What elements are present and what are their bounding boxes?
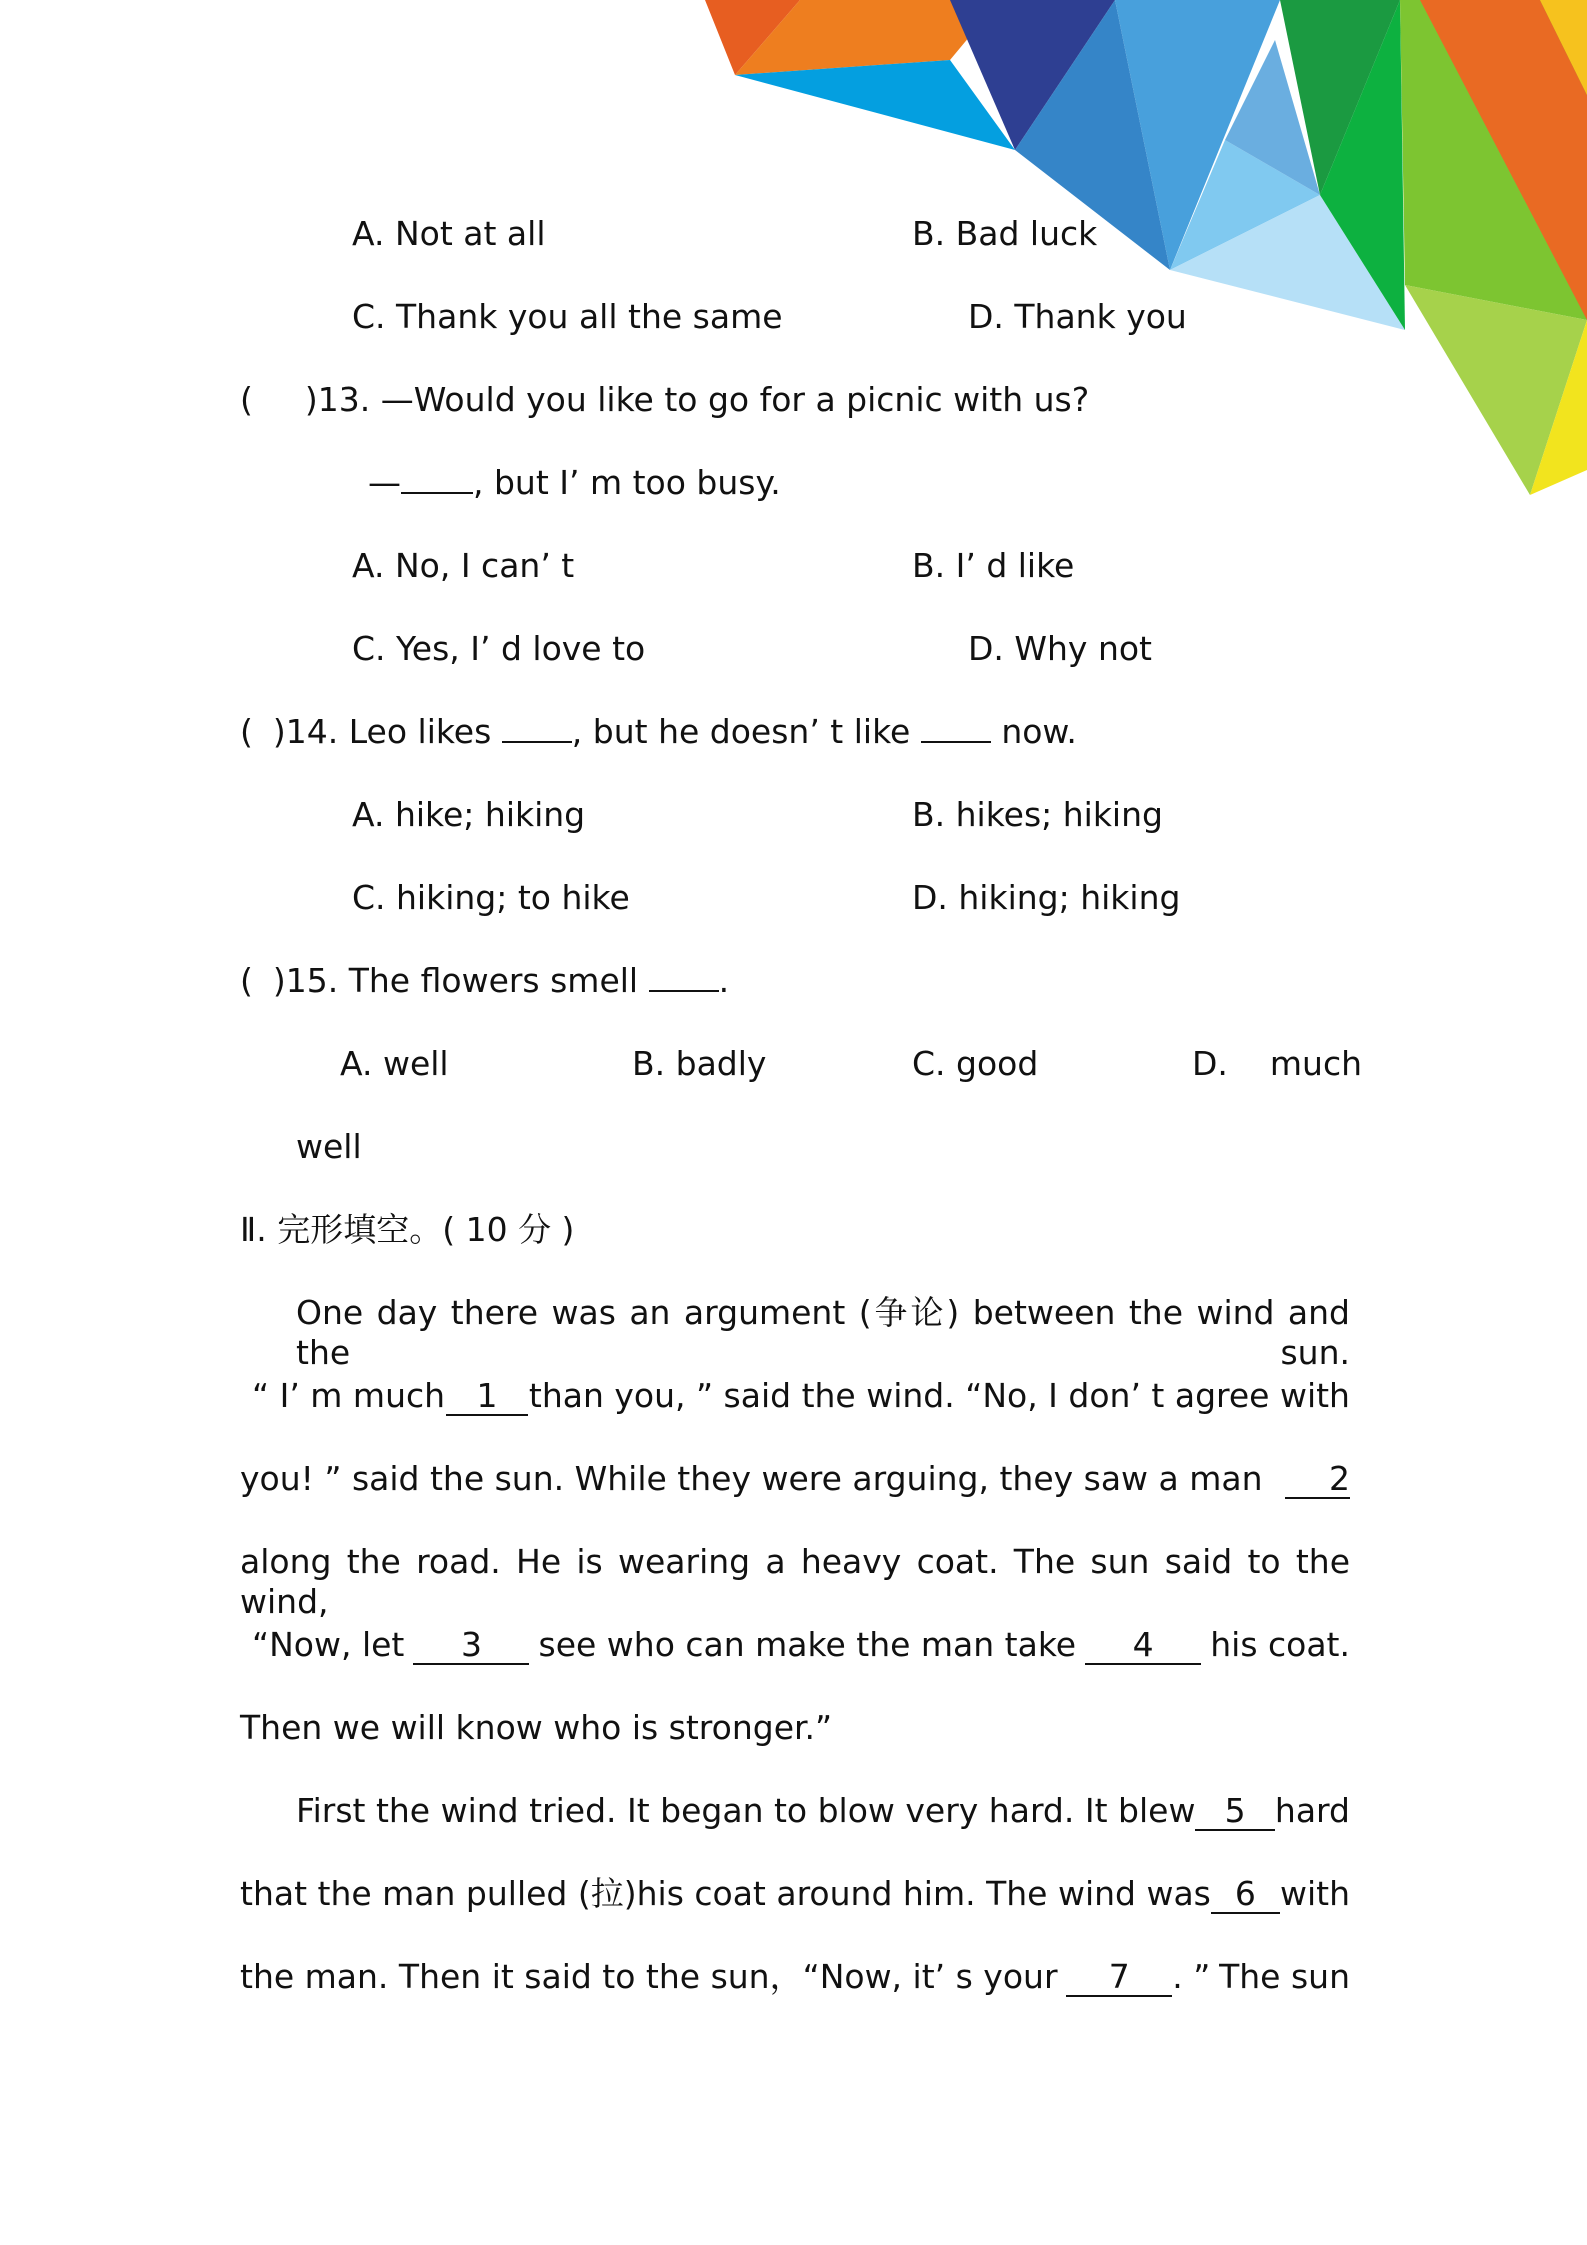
q13-question [240, 380, 1089, 420]
q15-option-d-continued: well [296, 1127, 362, 1166]
passage-line: you! ” said the sun. While they were arguing, they saw a man 2 [240, 1459, 1350, 1498]
answer-blank [649, 990, 719, 992]
q12-option-a: A. Not at all [352, 214, 546, 253]
answer-blank [921, 741, 991, 743]
cloze-blank-6: 6 [1211, 1876, 1280, 1914]
answer-paren: ( [240, 380, 253, 419]
q12-option-d: D. Thank you [968, 297, 1187, 336]
q12-option-c: C. Thank you all the same [352, 297, 783, 336]
q15-question: ( )15. The flowers smell . [240, 961, 730, 1000]
question-text: —Would you like to go for a picnic with us? [380, 380, 1090, 419]
answer-blank [401, 492, 473, 494]
passage-line: One day there was an argument (争论) between the wind and the sun. [296, 1293, 1350, 1372]
passage-line: the man. Then it said to the sun，“Now, it’ s your 7 . ” The sun [240, 1957, 1350, 1996]
q13-option-c: C. Yes, I’ d love to [352, 629, 646, 668]
q14-option-d: D. hiking; hiking [912, 878, 1181, 917]
q14-question: ( )14. Leo likes , but he doesn’ t like now. [240, 712, 1077, 751]
q15-option-c: C. good [912, 1044, 1039, 1083]
decorative-triangles-banner [0, 0, 1587, 520]
q15-option-d: D. much [1192, 1044, 1363, 1083]
q13-option-d: D. Why not [968, 629, 1152, 668]
q15-option-a: A. well [340, 1044, 449, 1083]
cloze-blank-2: 2 [1285, 1461, 1350, 1499]
cloze-blank-7: 7 [1066, 1959, 1172, 1997]
passage-line: that the man pulled (拉)his coat around him. The wind was 6 with [240, 1874, 1350, 1913]
q14-option-c: C. hiking; to hike [352, 878, 630, 917]
q13-reply: — , but I’ m too busy. [368, 463, 781, 502]
question-number: )13. [304, 380, 371, 419]
answer-blank [502, 741, 572, 743]
q13-option-b: B. I’ d like [912, 546, 1075, 585]
q12-option-b: B. Bad luck [912, 214, 1098, 253]
cloze-blank-4: 4 [1085, 1627, 1201, 1665]
cloze-blank-5: 5 [1195, 1793, 1274, 1831]
passage-line: along the road. He is wearing a heavy coat. The sun said to the wind, [240, 1542, 1350, 1621]
q13-option-a: A. No, I can’ t [352, 546, 575, 585]
q14-option-a: A. hike; hiking [352, 795, 586, 834]
passage-line: “Now, let 3 see who can make the man take 4 his coat. [252, 1625, 1350, 1664]
q14-option-b: B. hikes; hiking [912, 795, 1163, 834]
q15-option-b: B. badly [632, 1044, 767, 1083]
passage-line: First the wind tried. It began to blow very hard. It blew 5 hard [296, 1791, 1350, 1830]
passage-line: Then we will know who is stronger.” [240, 1708, 833, 1747]
cloze-blank-1: 1 [446, 1378, 528, 1416]
cloze-blank-3: 3 [413, 1627, 529, 1665]
passage-line: “ I’ m much 1 than you, ” said the wind. “No, I don’ t agree with [252, 1376, 1350, 1415]
section-heading: Ⅱ. 完形填空。( 10 分 ) [240, 1210, 575, 1249]
